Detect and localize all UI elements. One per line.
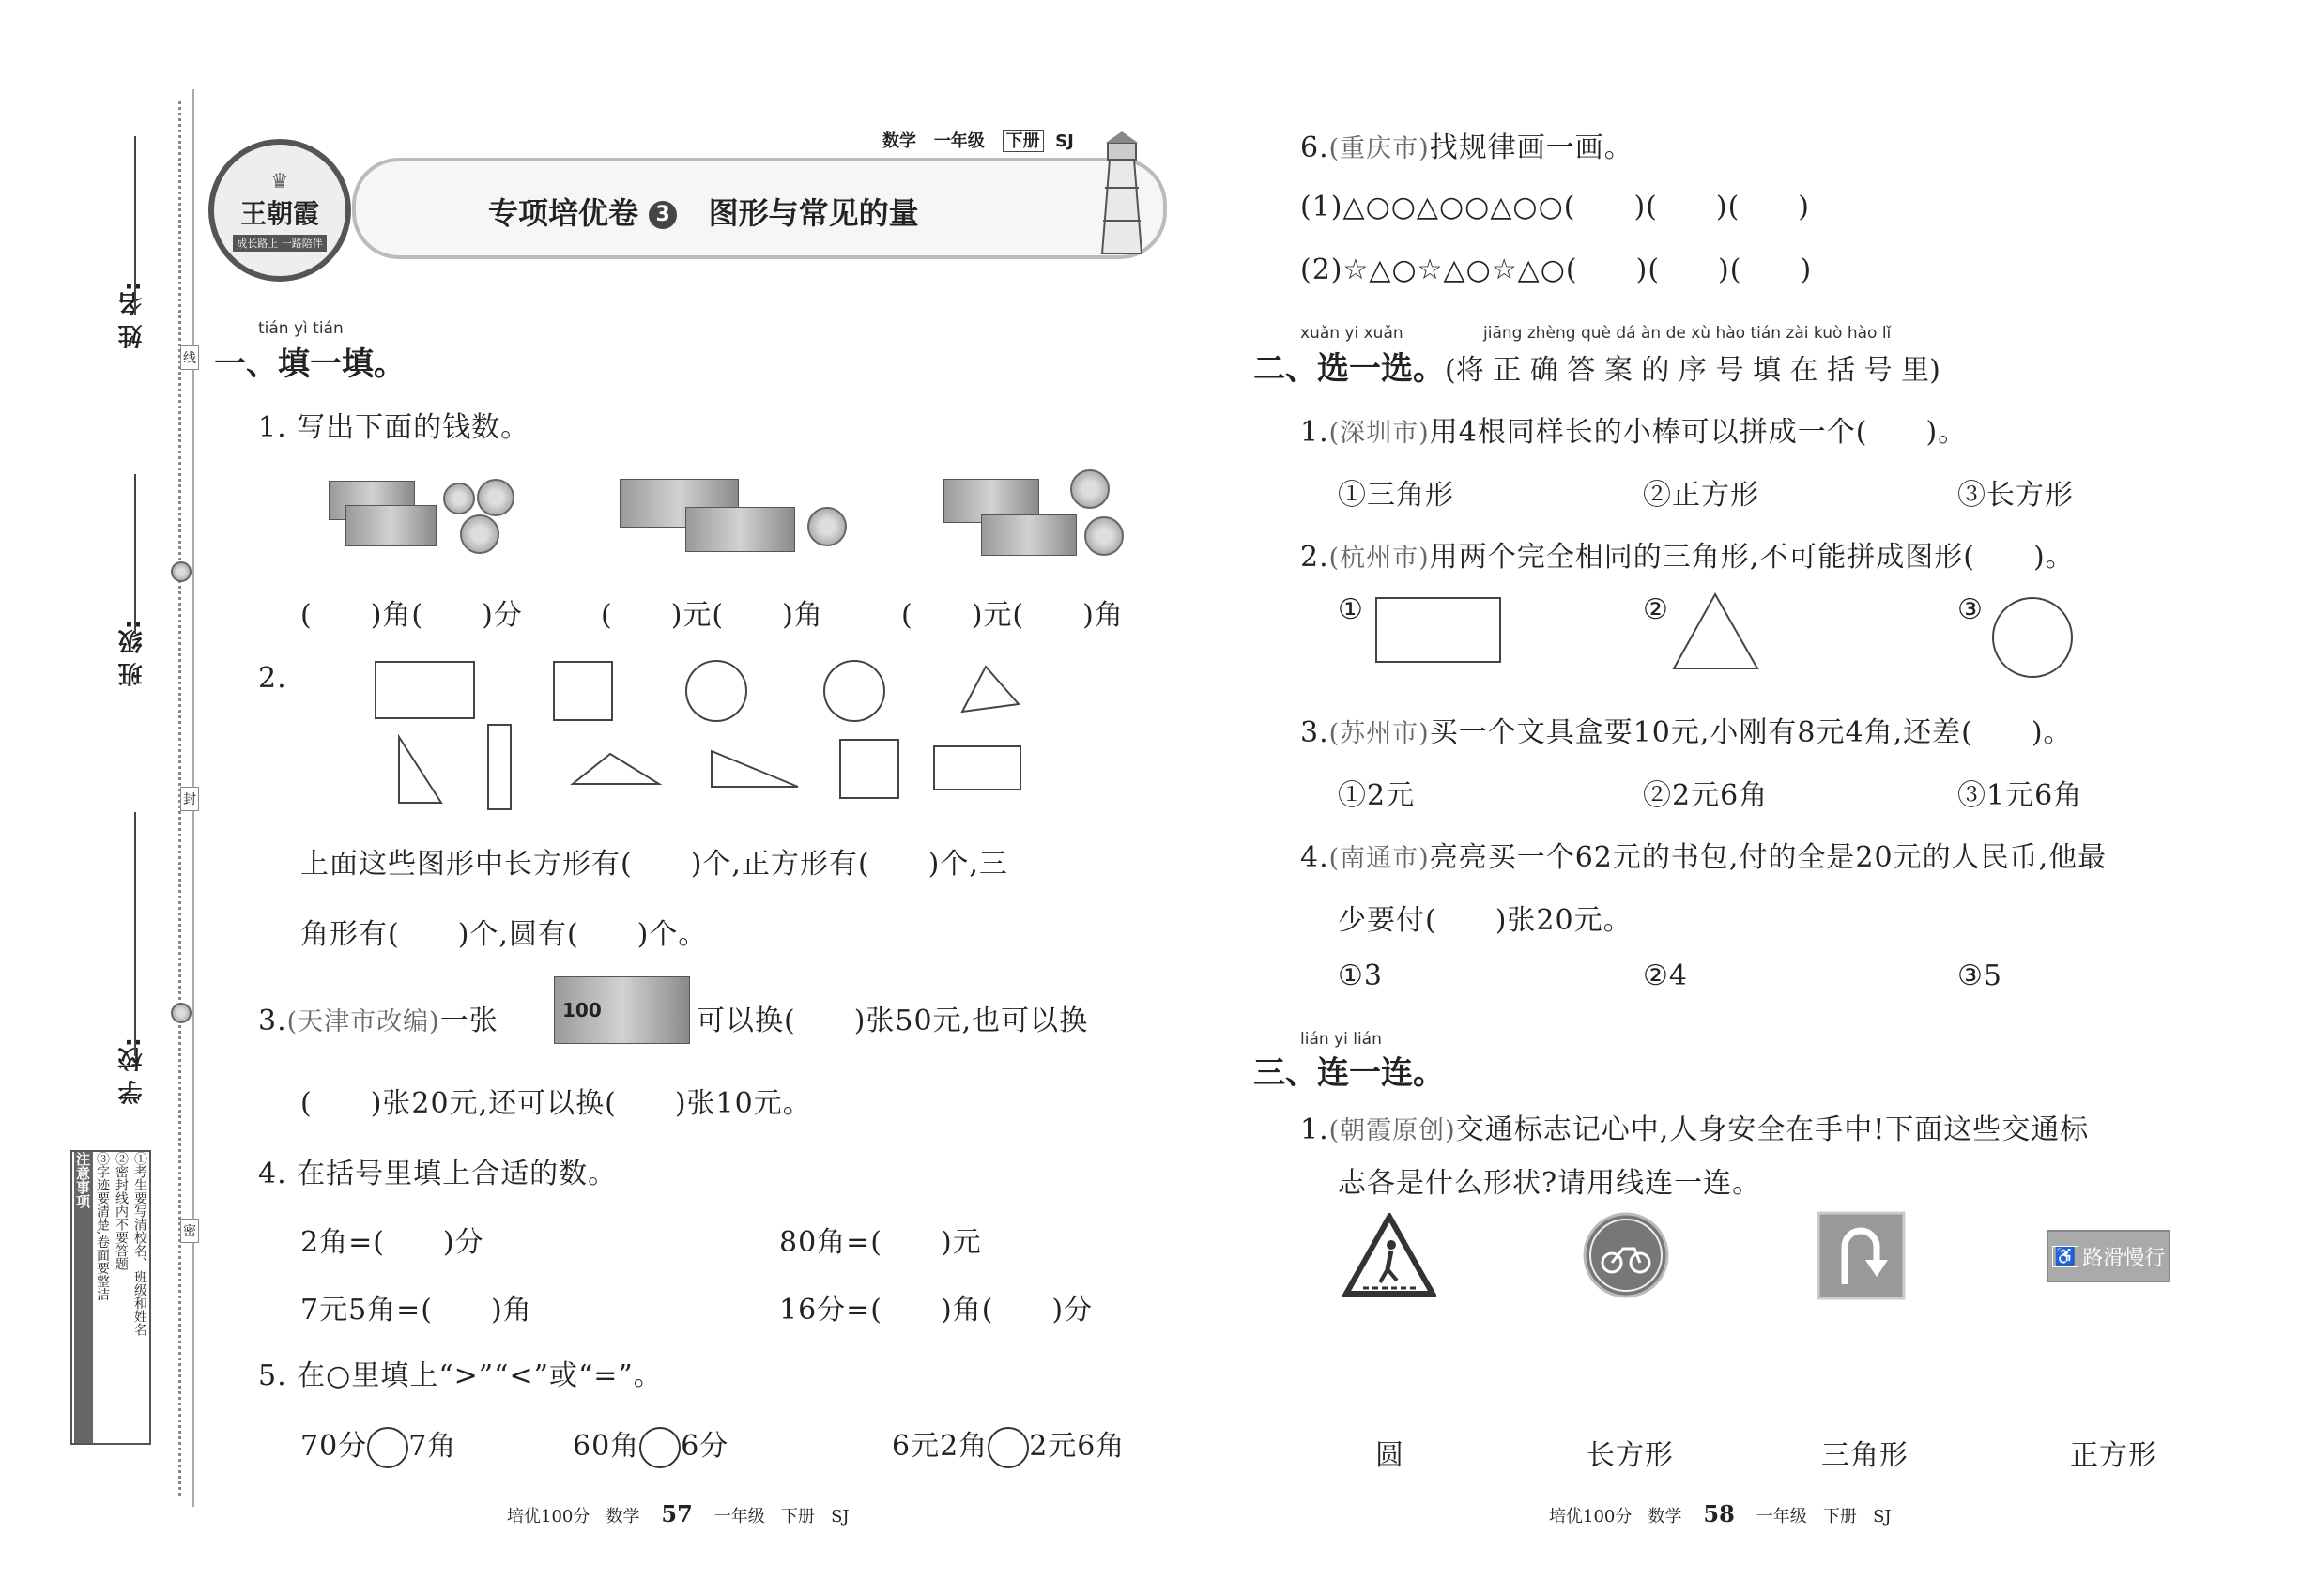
q4-text: 4. 在括号里填上合适的数。 <box>258 1158 618 1190</box>
q6-title <box>1300 124 1633 165</box>
q2-shapes-figure <box>366 648 1042 817</box>
c2-option-1[interactable]: ① <box>1338 593 1364 626</box>
school-label: 学 校: <box>118 1037 146 1105</box>
pedestrian-crossing-sign-icon[interactable] <box>1342 1213 1436 1297</box>
c4-option-3[interactable]: ③5 <box>1957 959 2002 992</box>
q3-number: 3. <box>258 1005 287 1037</box>
notice-item-2: ②密封线内不要答题 <box>114 1152 129 1270</box>
q3-part2[interactable]: 可以换( )张50元,也可以换 <box>697 1005 1089 1037</box>
c3-option-1[interactable]: ①2元 <box>1338 779 1416 812</box>
seal-char-1: 线 <box>180 345 199 370</box>
banknote-100-image <box>554 976 690 1044</box>
q2-number: 2. <box>258 662 287 695</box>
q1-answer-1[interactable]: ( )角( )分 <box>300 599 523 632</box>
q5-item-3-b: 2元6角 <box>1029 1430 1126 1463</box>
header-subject: 数学 <box>882 131 916 151</box>
shape-label-rectangle[interactable]: 长方形 <box>1587 1439 1674 1472</box>
q5-text: 5. 在○里填上“>”“<”或“=”。 <box>258 1359 663 1392</box>
coin-image <box>807 507 847 546</box>
c1-number: 1. <box>1300 416 1329 449</box>
seal-char-2: 封 <box>180 787 199 811</box>
section2-title <box>1253 343 1940 389</box>
notice-item-3: ③字迹要清楚,卷面要整洁 <box>95 1152 110 1301</box>
notice-title: 注意事项 <box>74 1152 93 1443</box>
crown-icon: ♛ <box>270 169 289 193</box>
class-line <box>134 474 136 634</box>
c4-number: 4. <box>1300 841 1329 874</box>
footer-prefix: 培优100分 <box>507 1507 590 1527</box>
footer-subject: 数学 <box>606 1507 640 1527</box>
header-term: 下册 <box>1003 130 1044 152</box>
q5-item-3-a: 6元2角 <box>892 1430 989 1463</box>
banknote-image <box>981 514 1077 556</box>
q6-line-1[interactable]: (1)△○○△○○△○○( )( )( ) <box>1300 191 1810 223</box>
coin-image <box>460 514 499 554</box>
q4-item-3[interactable]: 7元5角=( )角 <box>300 1294 532 1327</box>
section1-title: 一、填一填。 <box>214 345 406 383</box>
footer-grade: 一年级 <box>1756 1507 1807 1527</box>
q6-number: 6. <box>1300 131 1329 164</box>
q5-item-1-a: 70分 <box>300 1430 368 1463</box>
walker-icon: ♿ <box>2052 1246 2078 1267</box>
slippery-road-sign[interactable] <box>2047 1230 2170 1282</box>
c2-city: (杭州市) <box>1328 544 1430 573</box>
shape-label-triangle[interactable]: 三角形 <box>1821 1439 1909 1472</box>
sign-text: 路滑慢行 <box>2082 1246 2166 1270</box>
l1-number: 1. <box>1300 1113 1329 1146</box>
c1-text[interactable]: 用4根同样长的小棒可以拼成一个( )。 <box>1429 416 1968 449</box>
footer-term: 下册 <box>780 1507 815 1527</box>
c2-number: 2. <box>1300 541 1329 574</box>
q6-line-2[interactable]: (2)☆△○☆△○☆△○( )( )( ) <box>1300 253 1813 286</box>
triangle-shape <box>1671 591 1760 671</box>
footer-right <box>1549 1500 1892 1527</box>
q1-answer-2[interactable]: ( )元( )角 <box>601 599 823 632</box>
q5-item-1-b: 7角 <box>408 1430 457 1463</box>
notice-item-1: ①考生要写清校名、班级和姓名 <box>132 1152 147 1336</box>
coin-image <box>443 483 475 514</box>
c3-option-2[interactable]: ②2元6角 <box>1643 779 1769 812</box>
c3-question <box>1300 709 2073 750</box>
scissors-icon <box>171 1003 192 1023</box>
class-label: 班 级: <box>118 620 146 687</box>
banknote-image <box>345 505 437 546</box>
section1-pinyin: tián yì tián <box>258 319 344 338</box>
coin-image <box>1070 469 1110 509</box>
u-turn-sign-icon[interactable] <box>1817 1211 1906 1300</box>
q6-city: (重庆市) <box>1328 134 1430 163</box>
header-grade: 一年级 <box>933 131 985 151</box>
l1-line-2: 志各是什么形状?请用线连一连。 <box>1338 1167 1762 1200</box>
rectangle-shape <box>1375 597 1501 663</box>
c2-question <box>1300 533 2075 575</box>
c1-option-1[interactable]: ①三角形 <box>1338 479 1454 512</box>
coin-image <box>477 479 514 516</box>
school-line <box>134 812 136 1056</box>
compare-circle[interactable] <box>639 1427 681 1468</box>
q2-line-2[interactable]: 角形有( )个,圆有( )个。 <box>300 918 708 951</box>
c4-line-2[interactable]: 少要付( )张20元。 <box>1338 904 1633 937</box>
footer-edition: SJ <box>1873 1507 1892 1527</box>
q1-answer-3[interactable]: ( )元( )角 <box>901 599 1124 632</box>
section2-title-tail: (将 正 确 答 案 的 序 号 填 在 括 号 里) <box>1445 354 1940 387</box>
q6-text: 找规律画一画。 <box>1429 131 1633 164</box>
c3-option-3[interactable]: ③1元6角 <box>1957 779 2083 812</box>
seal-char-3: 密 <box>180 1219 199 1243</box>
footer-edition: SJ <box>831 1507 850 1527</box>
q4-item-1[interactable]: 2角=( )分 <box>300 1226 484 1259</box>
title-text: 专项培优卷 <box>488 195 639 231</box>
brand-name: 王朝霞 <box>239 197 319 229</box>
c3-text[interactable]: 买一个文具盒要10元,小刚有8元4角,还差( )。 <box>1429 716 2073 749</box>
bicycle-sign-icon[interactable] <box>1582 1211 1671 1300</box>
c4-question <box>1300 834 2107 875</box>
c3-city: (苏州市) <box>1328 719 1430 748</box>
compare-circle[interactable] <box>367 1427 408 1468</box>
footer-grade: 一年级 <box>713 1507 765 1527</box>
q4-item-4[interactable]: 16分=( )角( )分 <box>779 1294 1094 1327</box>
brand-slogan-1: 成长路上 <box>237 237 279 250</box>
q5-item-2-b: 6分 <box>681 1430 729 1463</box>
header-meta <box>882 128 1074 152</box>
section2-title-main: 二、选一选。 <box>1253 350 1445 388</box>
title-topic: 图形与常见的量 <box>708 195 919 231</box>
section3-title: 三、连一连。 <box>1253 1054 1445 1092</box>
c2-text[interactable]: 用两个完全相同的三角形,不可能拼成图形( )。 <box>1429 541 2075 574</box>
c1-option-2[interactable]: ②正方形 <box>1643 479 1759 512</box>
c1-question <box>1300 408 1967 450</box>
l1-city: (朝霞原创) <box>1328 1116 1456 1145</box>
c3-number: 3. <box>1300 716 1329 749</box>
page-title <box>488 190 919 233</box>
q5-item-2 <box>573 1422 728 1468</box>
c1-city: (深圳市) <box>1328 419 1430 448</box>
header-edition: SJ <box>1055 131 1074 151</box>
page-number: 57 <box>661 1500 693 1527</box>
section3-pinyin: lián yi lián <box>1300 1030 1382 1049</box>
q3-line-1 <box>258 997 498 1038</box>
shape-label-square[interactable]: 正方形 <box>2070 1439 2157 1472</box>
banknote-image <box>685 507 795 552</box>
q3-city: (天津市改编) <box>286 1007 440 1036</box>
page-number: 58 <box>1703 1500 1735 1527</box>
coin-image <box>1084 516 1124 556</box>
footer-term: 下册 <box>1822 1507 1857 1527</box>
q3-part1: 一张 <box>439 1005 498 1037</box>
section2-pinyin-a: xuǎn yi xuǎn <box>1300 324 1403 343</box>
q3-line-2[interactable]: ( )张20元,还可以换( )张10元。 <box>300 1087 812 1120</box>
title-number-badge: 3 <box>649 201 677 229</box>
footer-prefix: 培优100分 <box>1549 1507 1633 1527</box>
notice-box <box>70 1150 151 1445</box>
c1-option-3[interactable]: ③长方形 <box>1957 479 2074 512</box>
c4-text: 亮亮买一个62元的书包,付的全是20元的人民币,他最 <box>1429 841 2108 874</box>
q5-item-3 <box>892 1422 1125 1468</box>
banknote-value: 100 <box>562 999 602 1021</box>
l1-text: 交通标志记心中,人身安全在手中!下面这些交通标 <box>1455 1113 2090 1146</box>
name-line <box>134 136 136 315</box>
section2-pinyin-b: jiāng zhèng què dá àn de xù hào tián zài kuò hào lǐ <box>1483 324 1892 343</box>
c4-city: (南通市) <box>1328 844 1430 873</box>
scissors-icon <box>171 561 192 582</box>
footer-left <box>507 1500 850 1527</box>
q5-item-2-a: 60角 <box>573 1430 640 1463</box>
c4-option-2[interactable]: ②4 <box>1643 959 1688 992</box>
brand-slogan-2: 一路陪伴 <box>281 237 323 250</box>
c2-option-3[interactable]: ③ <box>1957 593 1984 626</box>
shape-label-circle[interactable]: 圆 <box>1375 1439 1404 1472</box>
l1-question <box>1300 1106 2089 1147</box>
q4-item-2[interactable]: 80角=( )元 <box>779 1226 982 1259</box>
q5-item-1 <box>300 1422 456 1468</box>
c4-option-1[interactable]: ①3 <box>1338 959 1383 992</box>
q1-text: 1. 写出下面的钱数。 <box>258 411 530 444</box>
brand-logo <box>208 139 351 282</box>
footer-subject: 数学 <box>1648 1507 1682 1527</box>
q2-line-1[interactable]: 上面这些图形中长方形有( )个,正方形有( )个,三 <box>300 848 1008 881</box>
c2-option-2[interactable]: ② <box>1643 593 1669 626</box>
compare-circle[interactable] <box>988 1427 1029 1468</box>
lighthouse-icon <box>1089 131 1155 258</box>
name-label: 姓 名: <box>118 282 146 349</box>
circle-shape <box>1992 597 2073 678</box>
